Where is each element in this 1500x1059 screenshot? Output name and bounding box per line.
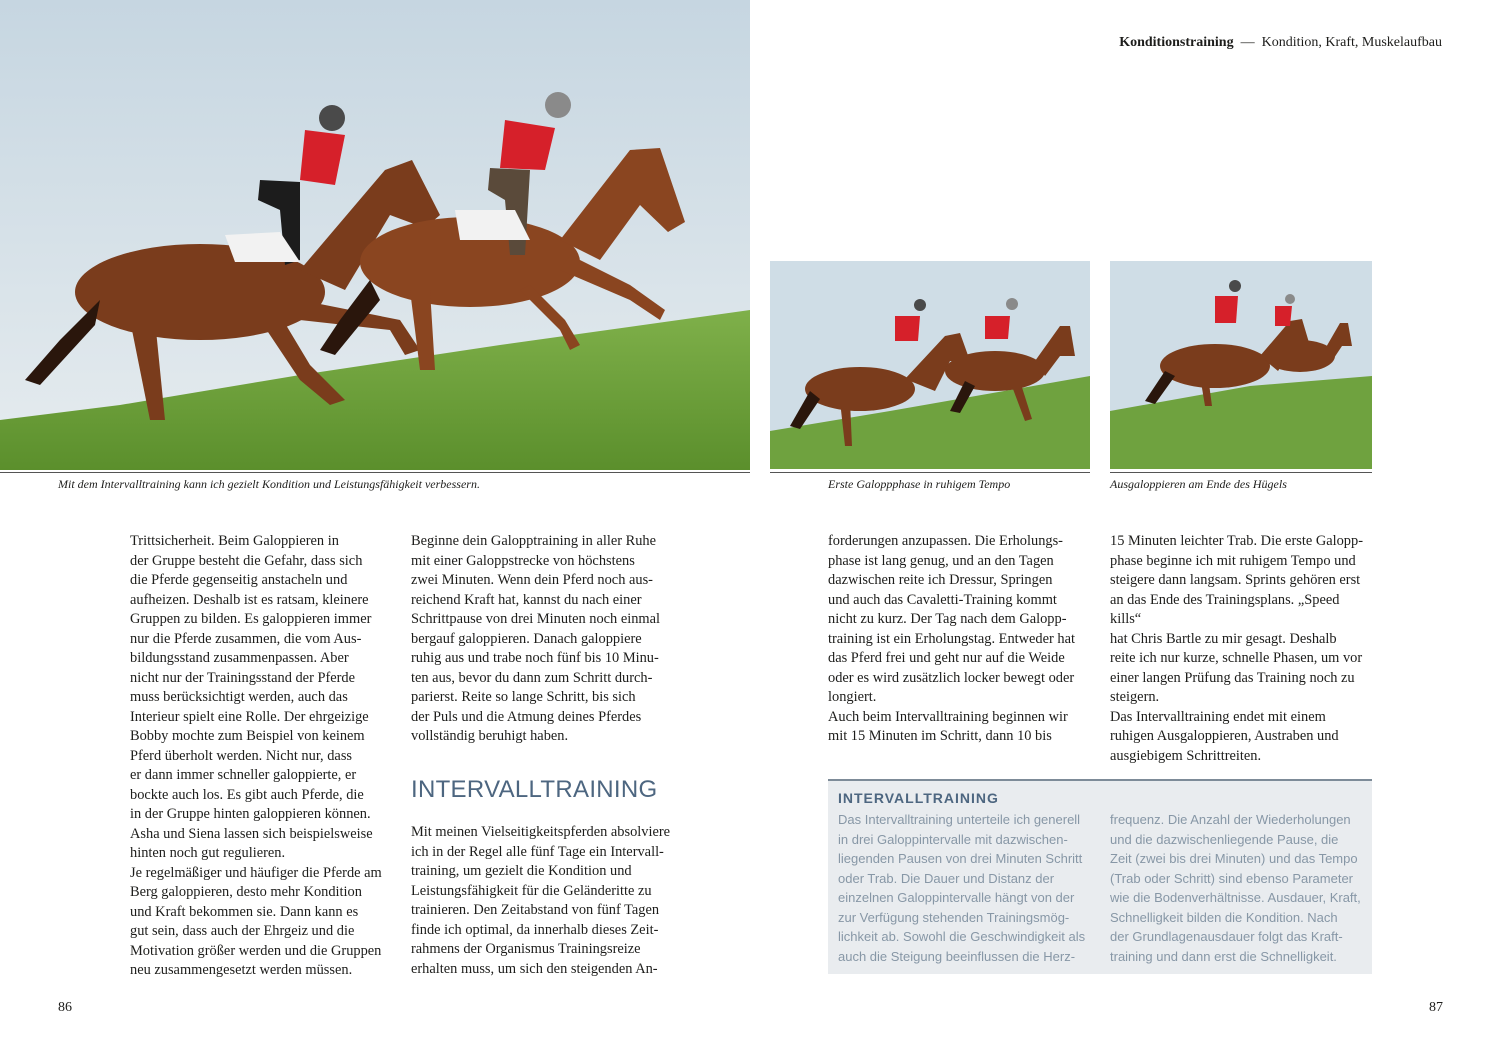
page-number-left: 86 bbox=[58, 1000, 72, 1015]
info-box-column-1: Das Intervalltraining unterteile ich generell in drei Galoppintervalle mit dazwischen- liegenden Pausen von drei Minuten Schritt oder Trab. Die Dauer und Distanz der einzelnen Galoppintervalle hängt von der zur Verfügung stehenden Trainingsmög- lichkeit ab. Sowohl die Geschwindigkeit als auch die Steigung beeinflussen die Herz- bbox=[838, 812, 1086, 964]
text-column-2b bbox=[411, 823, 681, 979]
small-photo-final-gallop bbox=[1110, 261, 1372, 469]
header-section: Konditionstraining bbox=[1119, 35, 1234, 50]
section-heading: INTERVALLTRAINING bbox=[411, 776, 658, 803]
info-box-column-2: frequenz. Die Anzahl der Wiederholungen und die dazwischenliegende Pause, die Zeit (zwei bis drei Minuten) und das Tempo (Trab oder Schritt) sind ebenso Parameter wie die Bodenverhältnisse. Ausdauer, Kraft, Schnelligkeit bilden die Kondition. Nach der Grundlagenausdauer folgt das Kraft- training und dann erst die Schnelligkeit. bbox=[1110, 812, 1361, 964]
small-photo-first-gallop bbox=[770, 261, 1090, 469]
info-box bbox=[828, 779, 1372, 974]
info-box-title: INTERVALLTRAINING bbox=[838, 790, 999, 806]
text-column-4 bbox=[1110, 532, 1372, 766]
body-text: Mit meinen Vielseitigkeitspferden absolviere ich in der Regel alle fünf Tage ein Intervall- training, um gezielt die Kondition und Leistungsfähigkeit für die Geländeritte zu trainieren. Den Zeitabstand von fünf Tagen finde ich optimal, da innerhalb dieses Zeit- rahmens der Organismus Trainingsreize erhalten muss, um sich den steigenden An- bbox=[411, 824, 671, 977]
body-text: forderungen anzupassen. Die Erholungs- phase ist lang genug, und an den Tagen dazwischen reite ich Dressur, Springen und auch das Cavaletti-Training kommt nicht zu kurz. Der Tag nach dem Galopp- training ist ein Erholungstag. Entweder hat das Pferd frei und geht nur auf die Weide oder es wird zusätzlich locker bewegt oder longiert. Auch beim Intervalltraining beginnen wir mit 15 Minuten im Schritt, dann 10 bis bbox=[828, 533, 1075, 744]
header-subtitle: Kondition, Kraft, Muskelaufbau bbox=[1261, 35, 1442, 50]
body-text: Beginne dein Galopptraining in aller Ruhe mit einer Galoppstrecke von höchstens zwei Minuten. Wenn dein Pferd noch aus- reichend Kraft hat, kannst du nach einer Schrittpause von drei Minuten noch einmal bergauf galoppieren. Danach galoppiere ruhig aus und trabe noch fünf bis 10 Minu- ten aus, bevor du dann zum Schritt durch- parierst. Reite so lange Schritt, bis sich der Puls und die Atmung deines Pferdes vollständig beruhigt haben. bbox=[411, 533, 660, 744]
caption-rule-small2 bbox=[1110, 472, 1372, 473]
text-column-2 bbox=[411, 532, 681, 747]
caption-small1: Erste Galoppphase in ruhigem Tempo bbox=[828, 477, 1011, 491]
caption-rule-small1 bbox=[770, 472, 1090, 473]
text-column-3 bbox=[828, 532, 1090, 747]
running-header bbox=[1119, 35, 1442, 51]
header-dash: — bbox=[1240, 35, 1255, 50]
main-photo bbox=[0, 0, 750, 470]
text-column-1 bbox=[130, 532, 390, 981]
caption-main: Mit dem Intervalltraining kann ich gezielt Kondition und Leistungsfähigkeit verbessern. bbox=[58, 477, 480, 491]
caption-rule-main bbox=[0, 472, 750, 473]
caption-small2: Ausgaloppieren am Ende des Hügels bbox=[1110, 477, 1287, 491]
body-text: 15 Minuten leichter Trab. Die erste Galopp- phase beginne ich mit ruhigem Tempo und steigere dann langsam. Sprints gehören erst an das Ende des Trainingsplans. „Speed kills“ hat Chris Bartle zu mir gesagt. Deshalb reite ich nur kurze, schnelle Phasen, um vor einer langen Prüfung das Training noch zu steigern. Das Intervalltraining endet mit einem ruhigen Ausgaloppieren, Austraben und ausgiebigem Schrittreiten. bbox=[1110, 533, 1363, 764]
page-number-right: 87 bbox=[1429, 1000, 1443, 1015]
body-text: Trittsicherheit. Beim Galoppieren in der Gruppe besteht die Gefahr, dass sich die Pferde gegenseitig anstacheln und aufheizen. Deshalb ist es ratsam, kleinere Gruppen zu bilden. Es galoppieren immer nur die Pferde zusammen, die vom Aus- bildungsstand zusammenpassen. Aber nicht nur der Trainingsstand der Pferde muss berücksichtigt werden, auch das Interieur spielt eine Rolle. Der ehrgeizige Bobby mochte zum Beispiel von keinem Pferd überholt werden. Nicht nur, dass er dann immer schneller galoppierte, er bockte auch los. Es gibt auch Pferde, die in der Gruppe hinten galoppieren können. Asha und Siena lassen sich beispielsweise hinten noch gut regulieren. Je regelmäßiger und häufiger die Pferde am Berg galoppieren, desto mehr Kondition und Kraft bekommen sie. Dann kann es gut sein, dass auch der Ehrgeiz und die Motivation größer werden und die Gruppen neu zusammengesetzt werden müssen. bbox=[130, 533, 382, 978]
